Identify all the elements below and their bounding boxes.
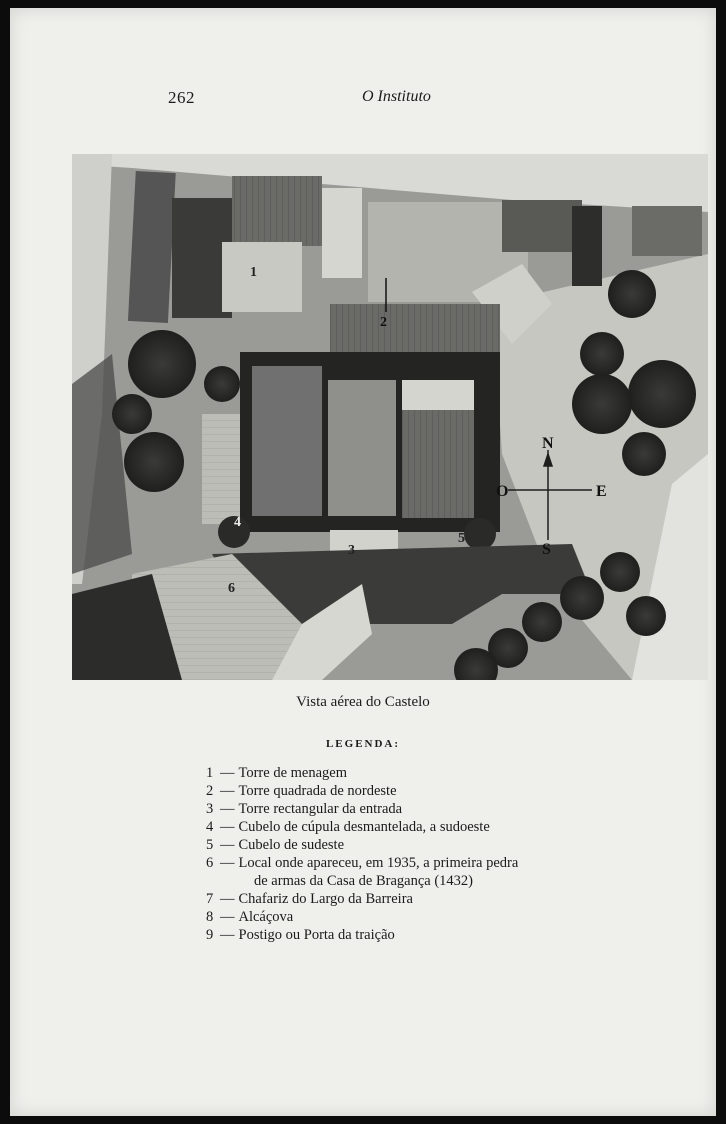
- page-header: [10, 88, 716, 112]
- legend-item: 3 — Torre rectangular da entrada: [206, 801, 403, 817]
- marker-5: 5: [458, 531, 465, 546]
- compass-south: S: [542, 541, 551, 558]
- legend-item: 9 — Postigo ou Porta da traição: [206, 927, 395, 943]
- page-number: 262: [168, 88, 195, 107]
- aerial-photo: [72, 154, 708, 680]
- legend-item: 6 — Local onde apareceu, em 1935, a primeira pedra de armas da Casa de Bragança (1432): [206, 855, 519, 889]
- book-page: [10, 8, 716, 1116]
- figure-caption: Vista aérea do Castelo: [296, 694, 430, 710]
- running-title: O Instituto: [362, 88, 431, 105]
- legend-item: 7 — Chafariz do Largo da Barreira: [206, 891, 413, 907]
- legend-item: 4 — Cubelo de cúpula desmantelada, a sudoeste: [206, 819, 490, 835]
- marker-2: 2: [380, 315, 387, 330]
- marker-1: 1: [250, 265, 257, 280]
- legend-list: [206, 764, 646, 944]
- legend-item: 5 — Cubelo de sudeste: [206, 837, 345, 853]
- legend-item: 2 — Torre quadrada de nordeste: [206, 783, 397, 799]
- marker-4: 4: [234, 515, 241, 530]
- legend-item: 1 — Torre de menagem: [206, 765, 347, 781]
- compass-north: N: [542, 435, 554, 452]
- aerial-photo-drawing: [72, 154, 708, 680]
- compass-west: O: [496, 483, 509, 500]
- compass-east: E: [596, 483, 607, 500]
- marker-6: 6: [228, 581, 235, 596]
- legend-title: LEGENDA:: [325, 738, 401, 750]
- legend-item: 8 — Alcáçova: [206, 909, 294, 925]
- marker-3: 3: [348, 543, 355, 558]
